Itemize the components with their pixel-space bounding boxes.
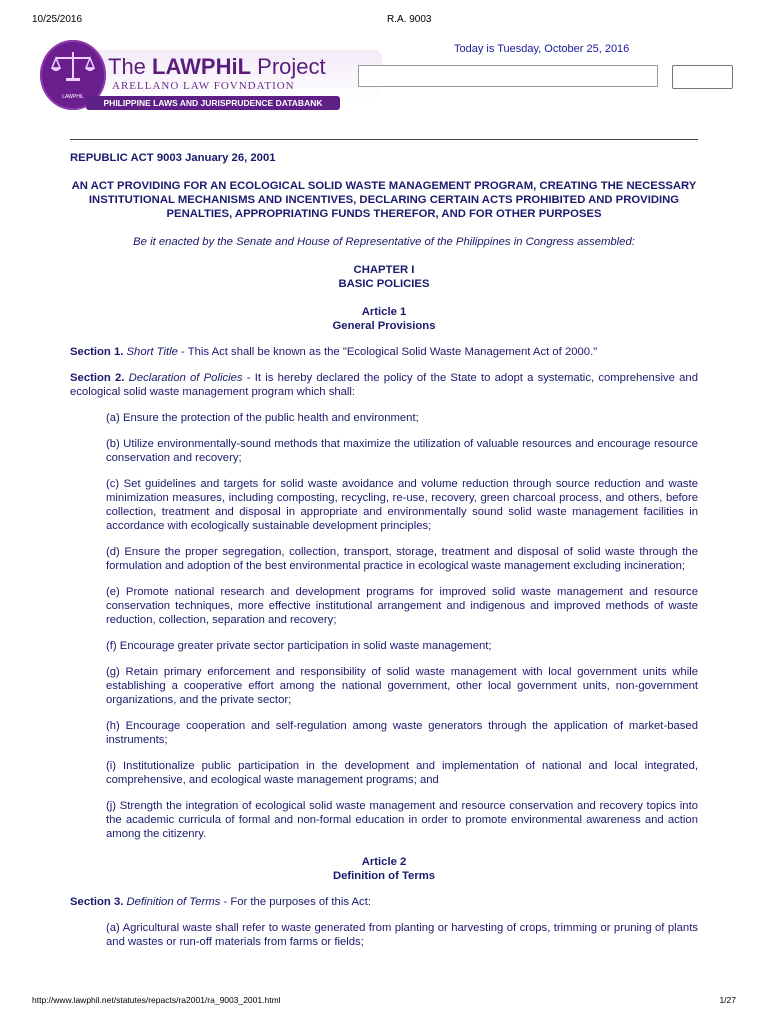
list-item: (f) Encourage greater private sector participation in solid waste management; (106, 640, 492, 652)
section-3-text: - For the purposes of this Act: (220, 896, 371, 908)
act-title: AN ACT PROVIDING FOR AN ECOLOGICAL SOLID WASTE MANAGEMENT PROGRAM, CREATING THE NECESSARY INSTITUTIONAL MECHANISMS AND INCENTIVES, DECLARING CERTAIN ACTS PROHIBITED AND PROVIDING PENALTIES, APPROPRIATING FUNDS THEREFOR, AND FOR OTHER PURPOSES (71, 180, 697, 220)
list-item: (i) Institutionalize public participation in the development and implementation of national and local integrated, comprehensive, and ecological waste management programs; and (106, 760, 698, 786)
enacting-clause: Be it enacted by the Senate and House of Representative of the Philippines in Congress assembled: (133, 236, 635, 248)
list-item: (a) Ensure the protection of the public health and environment; (106, 412, 419, 424)
list-item: (c) Set guidelines and targets for solid waste avoidance and volume reduction through source reduction and waste minimization measures, including composting, recycling, re-use, recovery, green charcoal process, and others, before collection, treatment and disposal in appropriate and environmentally sound solid waste management facilities in accordance with ecologically sustainable development principles; (106, 478, 698, 532)
search-button[interactable] (672, 65, 733, 89)
section-2-label: Section 2. (70, 372, 125, 384)
article-2-title: Definition of Terms (332, 870, 436, 882)
page-url: http://www.lawphil.net/statutes/repacts/ra2001/ra_9003_2001.html (32, 995, 281, 1005)
logo-emblem-text: LAWPHiL (62, 94, 84, 100)
section-1-heading: Short Title (126, 346, 178, 358)
logo-title-brand: LAWPHiL (152, 54, 252, 79)
section-2-heading: Declaration of Policies (128, 372, 243, 384)
article-1-heading (70, 305, 698, 333)
article-2-label: Article 2 (361, 856, 407, 868)
today-date: Today is Tuesday, October 25, 2016 (454, 43, 630, 55)
list-item: (j) Strength the integration of ecological solid waste management and resource conservation and recovery topics into the academic curricula of formal and non-formal education in order to promote environmental awareness and action among the citizenry. (106, 800, 698, 840)
list-item: (g) Retain primary enforcement and responsibility of solid waste management with local government units while establishing a cooperative effort among the national government, other local government units, non-government organizations, and the private sector; (106, 666, 698, 706)
chapter-label: CHAPTER I (353, 264, 415, 276)
logo-tagline: PHILIPPINE LAWS AND JURISPRUDENCE DATABANK (86, 96, 340, 110)
section-3-heading: Definition of Terms (126, 896, 221, 908)
logo-foundation: ARELLANO LAW FOVNDATION (112, 80, 295, 92)
section-1-label: Section 1. (70, 346, 124, 358)
section-1 (70, 345, 698, 359)
ra-title: REPUBLIC ACT 9003 January 26, 2001 (70, 152, 276, 164)
divider (70, 139, 698, 140)
list-item: (d) Ensure the proper segregation, collection, transport, storage, treatment and disposal of solid waste through the formulation and adoption of the best environmental practice in ecological waste management excluding incineration; (106, 546, 698, 572)
print-date: 10/25/2016 (32, 14, 83, 25)
chapter-title: BASIC POLICIES (338, 278, 430, 290)
logo-title-prefix: The (108, 54, 153, 79)
statute-content (70, 151, 698, 949)
print-header (32, 14, 736, 28)
section-3 (70, 895, 698, 909)
section-3-label: Section 3. (70, 896, 124, 908)
article-2-heading (70, 855, 698, 883)
print-title: R.A. 9003 (387, 14, 432, 25)
logo-title (108, 54, 326, 80)
list-item: (a) Agricultural waste shall refer to waste generated from planting or harvesting of crops, trimming or pruning of plants and wastes or run-off materials from farms or fields; (106, 922, 698, 948)
search-input[interactable] (358, 65, 658, 87)
list-item: (h) Encourage cooperation and self-regulation among waste generators through the application of market-based instruments; (106, 720, 698, 746)
logo-title-suffix: Project (251, 54, 326, 79)
article-1-label: Article 1 (361, 306, 407, 318)
article-1-title: General Provisions (332, 320, 436, 332)
list-item: (b) Utilize environmentally-sound methods that maximize the utilization of valuable resources and encourage resource conservation and recovery; (106, 438, 698, 464)
section-2-text: - It is hereby declared the policy of the State to adopt a systematic, comprehensive and ecological solid waste management program which shall: (70, 372, 698, 398)
chapter-heading (70, 263, 698, 291)
list-item: (e) Promote national research and development programs for improved solid waste management and resource conservation techniques, more effective institutional arrangement and indigenous and improved methods of waste reduction, collection, separation and recovery; (106, 586, 698, 626)
page-number: 1/27 (719, 995, 736, 1005)
lawphil-logo[interactable] (40, 40, 345, 110)
section-1-text: - This Act shall be known as the "Ecological Solid Waste Management Act of 2000." (177, 346, 598, 358)
section-2 (70, 371, 698, 399)
